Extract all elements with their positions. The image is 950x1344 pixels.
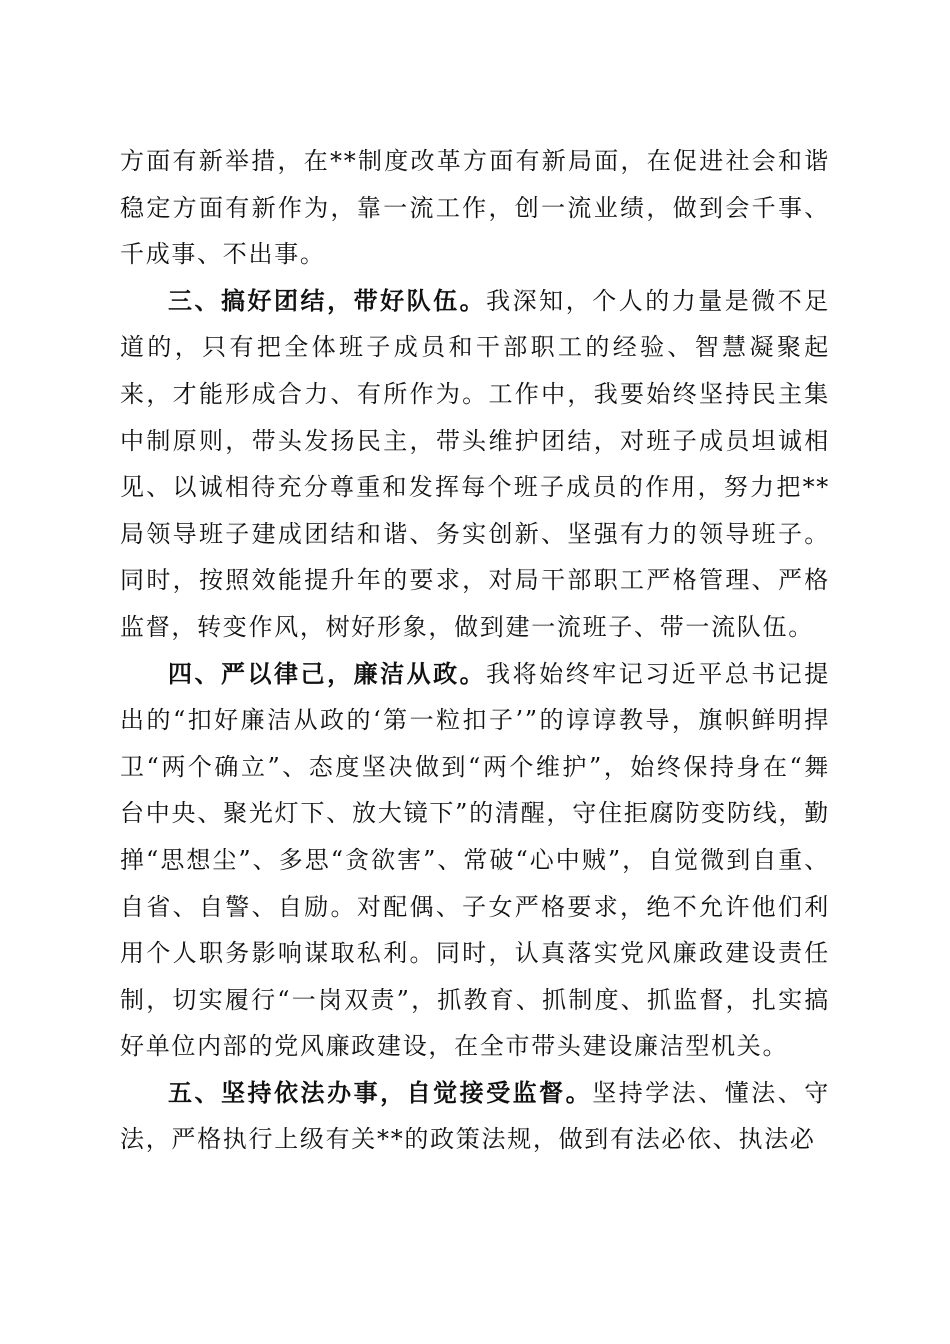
paragraph-body: 方面有新举措，在**制度改革方面有新局面，在促进社会和谐稳定方面有新作为，靠一流工作，创一流业绩，做到会千事、千成事、不出事。 [120,147,830,269]
paragraph-section-four [120,651,830,1070]
section-heading: 五、坚持依法办事，自觉接受监督。 [168,1078,593,1107]
paragraph-section-three [120,278,830,651]
paragraph-section-five [120,1070,830,1163]
paragraph-continuation [120,138,830,278]
paragraph-body: 我将始终牢记习近平总书记提出的“扣好廉洁从政的‘第一粒扣子’”的谆谆教导，旗帜鲜明捍卫“两个确立”、态度坚决做到“两个维护”，始终保持身在“舞台中央、聚光灯下、放大镜下”的清醒，守住拒腐防变防线，勤掸“思想尘”、多思“贪欲害”、常破“心中贼”，自觉微到自重、自省、自警、自励。对配偶、子女严格要求，绝不允许他们利用个人职务影响谋取私利。同时，认真落实党风廉政建设责任制，切实履行“一岗双责”，抓教育、抓制度、抓监督，扎实搞好单位内部的党风廉政建设，在全市带头建设廉洁型机关。 [120,659,830,1061]
paragraph-body: 坚持学法、懂法、守法，严格执行上级有关**的政策法规，做到有法必依、执法必 [120,1078,830,1154]
section-heading: 四、严以律己，廉洁从政。 [168,659,487,688]
section-heading: 三、搞好团结，带好队伍。 [168,286,487,315]
document-body [120,138,830,1163]
paragraph-body: 我深知，个人的力量是微不足道的，只有把全体班子成员和干部职工的经验、智慧凝聚起来，才能形成合力、有所作为。工作中，我要始终坚持民主集中制原则，带头发扬民主，带头维护团结，对班子成员坦诚相见、以诚相待充分尊重和发挥每个班子成员的作用，努力把**局领导班子建成团结和谐、务实创新、坚强有力的领导班子。同时，按照效能提升年的要求，对局干部职工严格管理、严格监督，转变作风，树好形象，做到建一流班子、带一流队伍。 [120,286,830,641]
